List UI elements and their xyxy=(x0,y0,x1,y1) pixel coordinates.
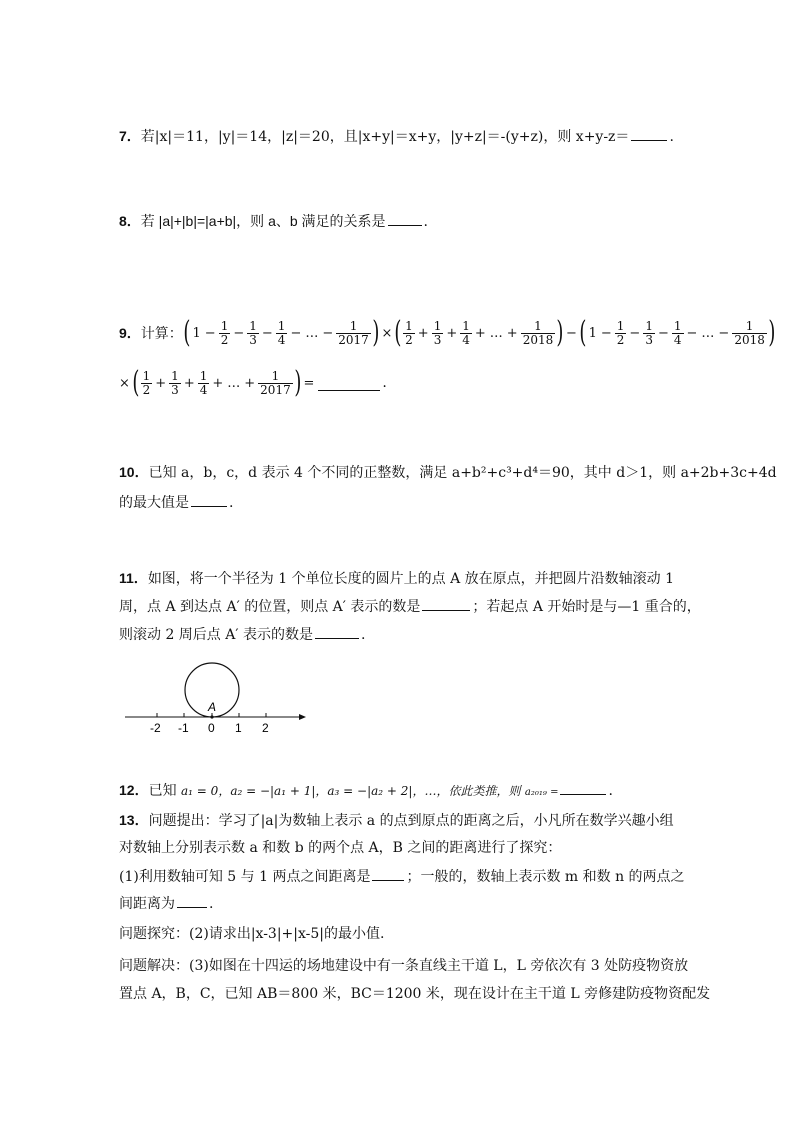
question-9-line-1 xyxy=(119,316,776,350)
answer-blank[interactable] xyxy=(422,596,470,611)
left-paren: ( xyxy=(132,365,140,400)
point-a-label: A xyxy=(208,700,217,714)
answer-blank[interactable] xyxy=(318,376,380,391)
left-paren: ( xyxy=(579,315,587,350)
minus-sign: − xyxy=(204,325,216,341)
question-text: 置点 A，B，C，已知 AB＝800 米，BC＝1200 米，现在设计在主干道 L 旁修建防疫物资配发 xyxy=(119,986,711,1002)
period: . xyxy=(669,129,674,145)
question-10-line-2 xyxy=(119,492,714,513)
fraction: $\frac{1}{2}$ xyxy=(616,318,625,347)
target-term: a₂₀₁₉ = xyxy=(524,787,559,798)
answer-blank[interactable] xyxy=(315,624,359,639)
answer-blank[interactable] xyxy=(191,492,227,507)
answer-blank[interactable] xyxy=(631,126,667,141)
fraction: $\frac{1}{2017}$ xyxy=(260,368,291,397)
minus-sign: − xyxy=(657,325,669,341)
tick-label: 1 xyxy=(235,721,242,735)
fraction: $\frac{1}{3}$ xyxy=(433,318,442,347)
question-number: 11． xyxy=(119,570,148,586)
question-11-line-2 xyxy=(119,596,714,617)
question-text: (1)利用数轴可知 5 与 1 两点之间距离是 xyxy=(119,869,371,885)
plus-sign: + xyxy=(155,375,167,391)
equals-sign: = xyxy=(303,375,315,391)
minus-sign: − xyxy=(261,325,273,341)
right-paren: ) xyxy=(294,365,302,400)
period: . xyxy=(423,214,428,230)
term-one: 1 xyxy=(588,325,597,341)
fraction: $\frac{1}{4}$ xyxy=(673,318,682,347)
fraction: $\frac{1}{2}$ xyxy=(220,318,229,347)
fraction: $\frac{1}{3}$ xyxy=(645,318,653,347)
tick-label: -2 xyxy=(150,721,161,735)
question-text: 已知 xyxy=(148,783,177,799)
question-9-line-2 xyxy=(117,366,387,400)
ellipsis: … xyxy=(227,375,241,391)
period: . xyxy=(608,783,613,799)
minus-sign: − xyxy=(600,325,612,341)
minus-sign: − xyxy=(686,325,698,341)
question-13-line-2 xyxy=(119,838,714,858)
right-paren: ) xyxy=(556,315,564,350)
question-text: 已知 a，b，c，d 表示 4 个不同的正整数，满足 a+b²+c³+d⁴＝90，其中 d＞1，则 a+2b+3c+4d xyxy=(148,465,777,481)
plus-sign: + xyxy=(183,375,195,391)
fraction: $\frac{1}{2}$ xyxy=(142,368,151,397)
fraction: $\frac{1}{3}$ xyxy=(249,318,257,347)
plus-sign: + xyxy=(446,325,458,341)
period: . xyxy=(361,627,366,643)
recurrence-expression: a₁ = 0，a₂ = −|a₁ + 1|，a₃ = −|a₂ + 2|，…，依此类推，则 xyxy=(181,784,521,798)
fraction: $\frac{1}{2018}$ xyxy=(734,318,765,347)
question-text: 若|x|＝11，|y|＝14，|z|＝20，且|x+y|＝x+y，|y+z|＝-(y+z)，则 x+y-z＝ xyxy=(140,129,630,145)
minus-sign: − xyxy=(233,325,245,341)
question-text: ；一般的，数轴上表示数 m 和数 n 的两点之 xyxy=(406,869,685,885)
question-text: 的最大值是 xyxy=(119,495,189,511)
question-8 xyxy=(119,211,714,232)
minus-sign: − xyxy=(718,325,730,341)
plus-sign: + xyxy=(212,375,224,391)
question-11 xyxy=(119,568,714,589)
minus-sign: − xyxy=(290,325,302,341)
ellipsis: … xyxy=(489,325,503,341)
question-13-line-6 xyxy=(119,956,714,976)
times-sign: × xyxy=(119,375,130,391)
question-11-line-3 xyxy=(119,624,714,645)
question-text: 问题提出：学习了|a|为数轴上表示 a 的点到原点的距离之后，小凡所在数学兴趣小组 xyxy=(148,813,674,829)
question-number: 13． xyxy=(119,812,149,828)
plus-sign: + xyxy=(474,325,486,341)
answer-blank[interactable] xyxy=(560,780,606,795)
answer-blank[interactable] xyxy=(177,893,207,908)
plus-sign: + xyxy=(417,325,429,341)
question-number: 12． xyxy=(119,782,149,798)
fraction: $\frac{1}{2}$ xyxy=(405,318,413,347)
fraction: $\frac{1}{3}$ xyxy=(171,368,179,397)
ellipsis: … xyxy=(305,325,319,341)
right-paren: ) xyxy=(768,315,776,350)
question-number: 7． xyxy=(119,128,141,144)
question-text: 周，点 A 到达点 A′ 的位置，则点 A′ 表示的数是 xyxy=(119,599,421,615)
question-13-line-4 xyxy=(119,893,714,914)
question-text: 间距离为 xyxy=(119,896,175,912)
question-text: 问题解决：(3)如图在十四运的场地建设中有一条直线主干道 L，L 旁依次有 3 处防疫物资放 xyxy=(119,958,689,974)
question-text: ；若起点 A 开始时是与—1 重合的， xyxy=(472,599,701,615)
period: . xyxy=(209,896,214,912)
question-number: 10． xyxy=(119,464,149,480)
question-13-line-3 xyxy=(119,866,714,887)
question-7 xyxy=(119,126,714,147)
question-13-line-5 xyxy=(119,924,714,944)
question-number: 8． xyxy=(119,213,141,229)
fraction: $\frac{1}{2017}$ xyxy=(338,318,369,347)
minus-sign: − xyxy=(322,325,334,341)
times-sign: × xyxy=(381,325,393,341)
question-text: 如图，将一个半径为 1 个单位长度的圆片上的点 A 放在原点，并把圆片沿数轴滚动 1 xyxy=(147,571,674,587)
question-text: 则滚动 2 周后点 A′ 表示的数是 xyxy=(119,627,313,643)
tick-label: 2 xyxy=(262,721,269,735)
period: . xyxy=(229,495,234,511)
period: . xyxy=(382,375,387,391)
minus-sign: − xyxy=(565,325,577,341)
point-a-dot xyxy=(210,715,213,718)
question-10 xyxy=(119,462,777,483)
plus-sign: + xyxy=(506,325,518,341)
number-line-figure xyxy=(120,655,320,740)
question-text: 若 |a|+|b|=|a+b|，则 a、b 满足的关系是 xyxy=(140,213,386,229)
question-13-line-7 xyxy=(119,984,714,1004)
minus-sign: − xyxy=(629,325,641,341)
answer-blank[interactable] xyxy=(388,211,422,226)
plus-sign: + xyxy=(244,375,256,391)
axis-arrow-icon xyxy=(299,714,306,720)
answer-blank[interactable] xyxy=(372,866,404,881)
question-text: 对数轴上分别表示数 a 和数 b 的两个点 A，B 之间的距离进行了探究： xyxy=(119,840,562,856)
fraction: $\frac{1}{4}$ xyxy=(199,368,208,397)
ellipsis: … xyxy=(701,325,715,341)
term-one: 1 xyxy=(192,325,201,341)
question-label: 计算： xyxy=(140,325,183,341)
fraction: $\frac{1}{2018}$ xyxy=(522,318,554,347)
left-paren: ( xyxy=(183,315,191,350)
tick-label: 0 xyxy=(208,721,215,735)
question-13 xyxy=(119,810,714,831)
right-paren: ) xyxy=(372,315,380,350)
left-paren: ( xyxy=(394,315,402,350)
fraction: $\frac{1}{4}$ xyxy=(462,318,470,347)
fraction: $\frac{1}{4}$ xyxy=(277,318,286,347)
tick-label: -1 xyxy=(178,721,189,735)
question-number: 9． xyxy=(119,325,141,341)
question-text: 问题探究：(2)请求出|x-3|+|x-5|的最小值. xyxy=(119,926,385,942)
question-12 xyxy=(119,780,714,803)
